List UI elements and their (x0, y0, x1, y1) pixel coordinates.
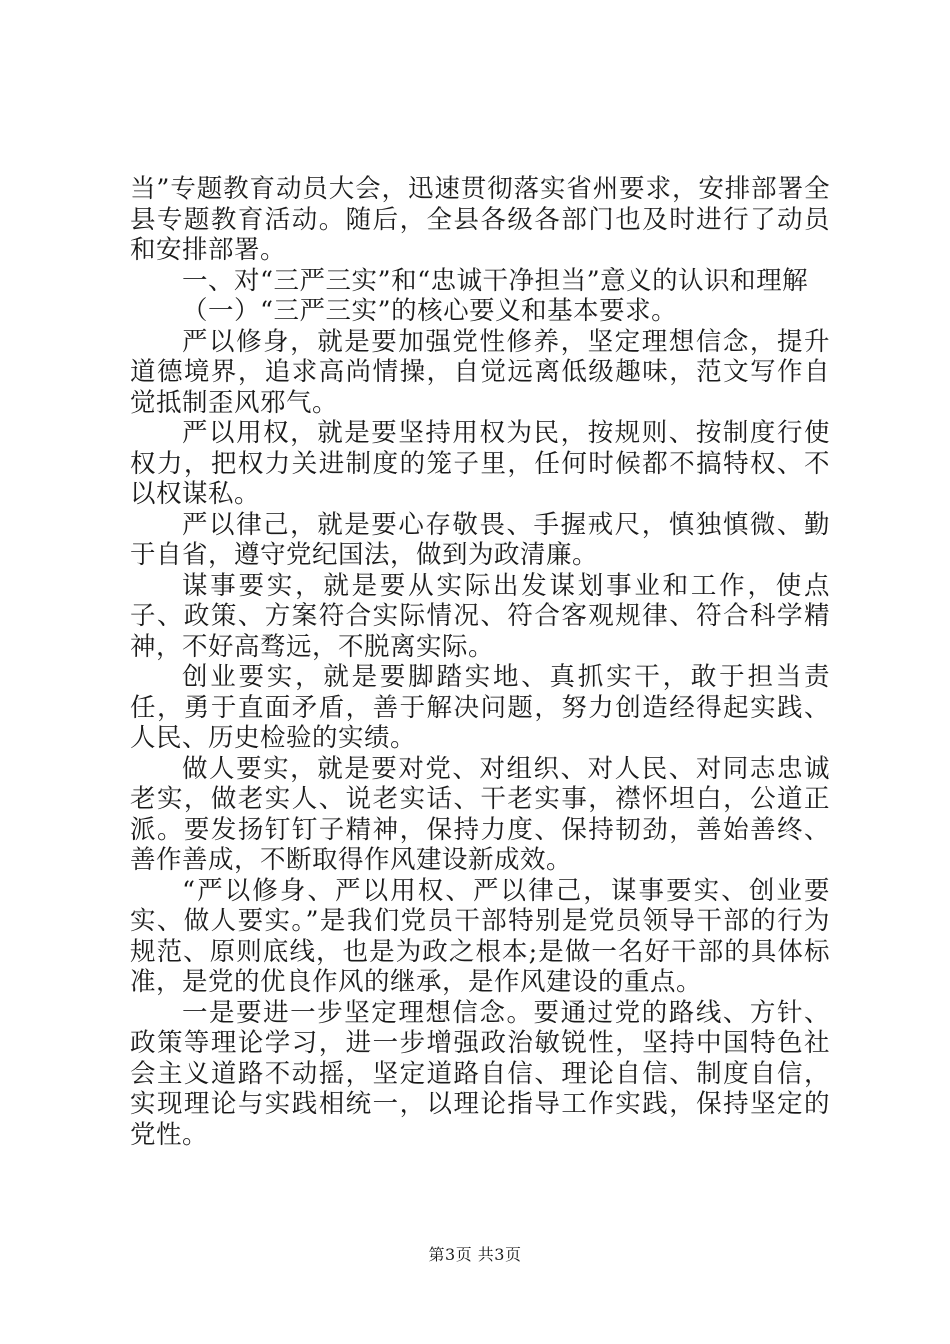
paragraph: 严以用权，就是要坚持用权为民，按规则、按制度行使权力，把权力关进制度的笼子里，任何时候都不搞特权、不以权谋私。 (130, 418, 830, 509)
paragraph: “严以修身、严以用权、严以律己，谋事要实、创业要实、做人要实。”是我们党员干部特别是党员领导干部的行为规范、原则底线，也是为政之根本;是做一名好干部的具体标准，是党的优良作风的继承，是作风建设的重点。 (130, 875, 830, 997)
paragraph: 严以修身，就是要加强党性修养，坚定理想信念，提升道德境界，追求高尚情操，自觉远离低级趣味，范文写作自觉抵制歪风邪气。 (130, 326, 830, 418)
section-heading: 一、对“三严三实”和“忠诚干净担当”意义的认识和理解 (182, 265, 809, 296)
paragraph-continuation: 当”专题教育动员大会，迅速贯彻落实省州要求，安排部署全县专题教育活动。随后，全县各级各部门也及时进行了动员和安排部署。 (130, 174, 830, 265)
paragraph: 做人要实，就是要对党、对组织、对人民、对同志忠诚老实，做老实人、说老实话、干老实事，襟怀坦白，公道正派。要发扬钉钉子精神，保持力度、保持韧劲，善始善终、善作善成，不断取得作风建设新成效。 (130, 753, 830, 875)
paragraph: 谋事要实，就是要从实际出发谋划事业和工作，使点子、政策、方案符合实际情况、符合客观规律、符合科学精神，不好高骛远，不脱离实际。 (130, 570, 830, 662)
paragraph: 创业要实，就是要脚踏实地、真抓实干，敢于担当责任，勇于直面矛盾，善于解决问题，努力创造经得起实践、人民、历史检验的实绩。 (130, 662, 830, 753)
paragraph: 一是要进一步坚定理想信念。要通过党的路线、方针、政策等理论学习，进一步增强政治敏锐性，坚持中国特色社会主义道路不动摇，坚定道路自信、理论自信、制度自信，实现理论与实践相统一，以理论指导工作实践，保持坚定的党性。 (130, 997, 830, 1150)
page-number-footer: 第3页 共3页 (428, 1245, 522, 1264)
document-body (130, 174, 830, 1150)
subsection-heading: （一）“三严三实”的核心要义和基本要求。 (182, 296, 678, 326)
paragraph: 严以律己，就是要心存敬畏、手握戒尺，慎独慎微、勤于自省，遵守党纪国法，做到为政清廉。 (130, 509, 830, 570)
